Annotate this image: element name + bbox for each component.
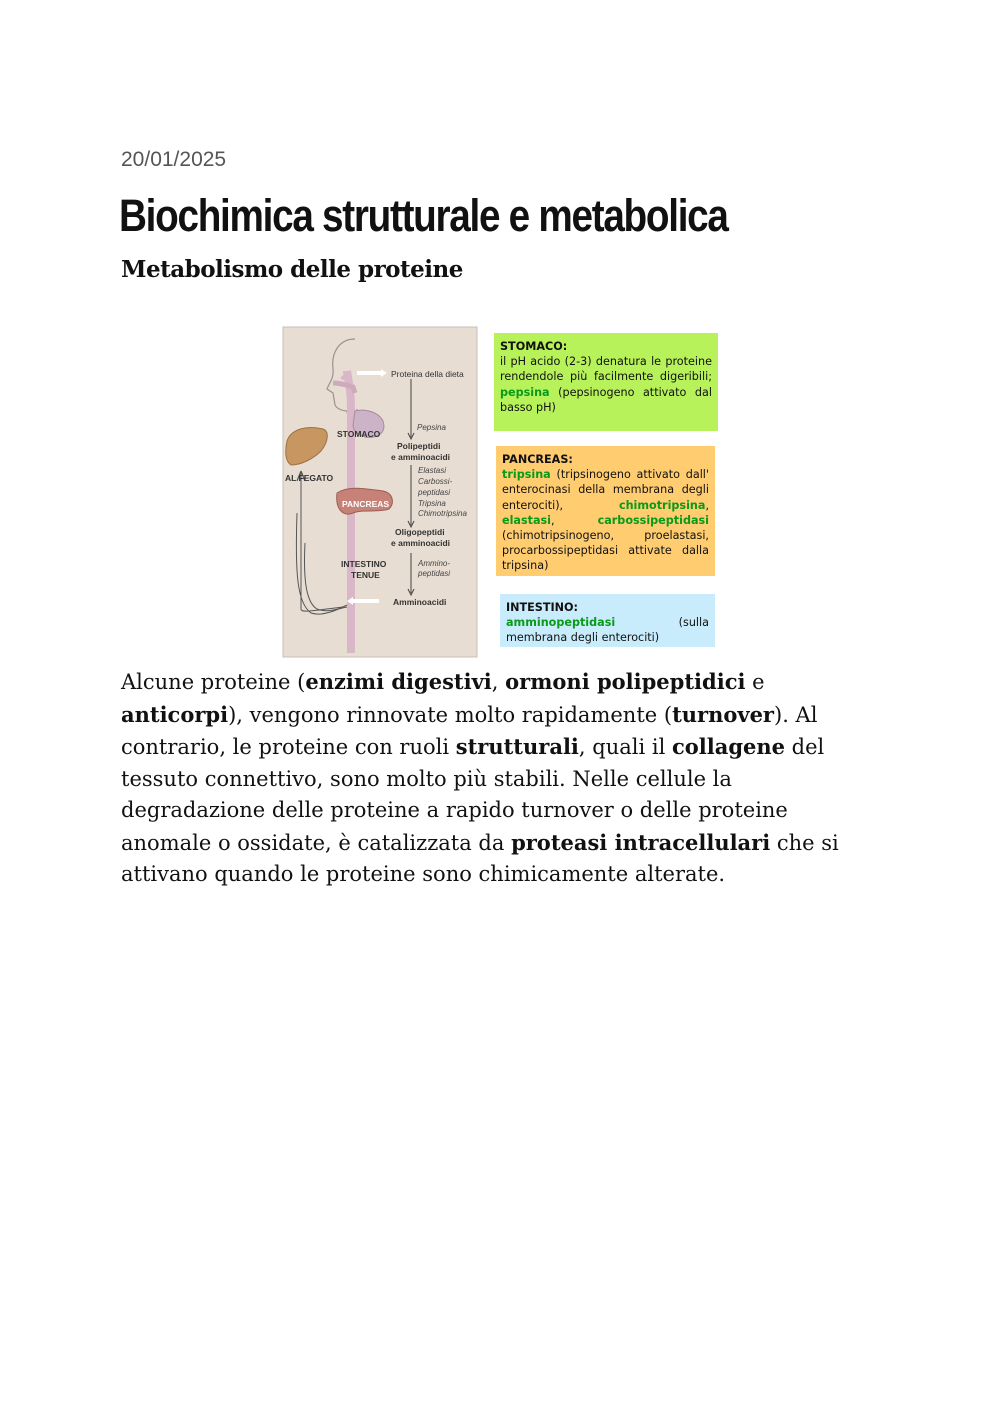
label-carbossi: Carbossi- bbox=[418, 477, 453, 486]
pancreas-text-2: (chimotripsinogeno, proelastasi, procarbossipeptidasi attivate dalla tripsina) bbox=[502, 529, 709, 573]
stomaco-text-1: il pH acido (2-3) denatura le proteine rendendole più facilmente digeribili; bbox=[500, 355, 712, 384]
elastasi-enzyme: elastasi bbox=[502, 513, 552, 527]
document-date: 20/01/2025 bbox=[121, 148, 227, 171]
body-text-7: del tessuto connettivo, sono molto più stabili. Nelle cellule la degradazione delle proteine a rapido turnover o delle proteine anomale o ossidate, è catalizzata da bbox=[121, 735, 825, 855]
label-intestino-2: TENUE bbox=[351, 570, 380, 580]
stomaco-text-2: (pepsinogeno attivato dal basso pH) bbox=[500, 385, 712, 414]
stomaco-info-box bbox=[494, 333, 718, 431]
body-text-3: e bbox=[745, 670, 765, 694]
body-bold-proteasi: proteasi intracellulari bbox=[511, 829, 771, 855]
label-tripsina: Tripsina bbox=[418, 499, 446, 508]
protein-digestion-figure bbox=[267, 313, 734, 663]
intestino-text: (sulla membrana degli enterociti) bbox=[506, 616, 709, 645]
chimotripsina-enzyme: chimotripsina bbox=[618, 498, 706, 512]
body-bold-strutturali: strutturali bbox=[455, 734, 579, 759]
pancreas-separator-2: , bbox=[551, 513, 555, 527]
label-oligopeptidi-2: e amminoacidi bbox=[391, 538, 451, 548]
stomaco-heading: STOMACO: bbox=[500, 340, 568, 353]
body-bold-anticorpi: anticorpi bbox=[121, 701, 229, 727]
body-bold-enzimi-digestivi: enzimi digestivi bbox=[305, 669, 492, 694]
label-pancreas: PANCREAS bbox=[342, 499, 390, 509]
body-text-4: ), vengono rinnovate molto rapidamente ( bbox=[228, 702, 673, 727]
tripsina-enzyme: tripsina bbox=[502, 468, 551, 482]
label-oligopeptidi-1: Oligopeptidi bbox=[395, 527, 445, 537]
label-ammino: Ammino- bbox=[418, 559, 451, 568]
intestino-info-box bbox=[500, 594, 715, 647]
page-title: Biochimica strutturale e metabolica bbox=[119, 190, 728, 241]
label-polipeptidi-2: e amminoacidi bbox=[391, 452, 451, 462]
body-text-6: , quali il bbox=[578, 735, 672, 759]
pancreas-separator-1: , bbox=[705, 498, 709, 512]
pancreas-info-box bbox=[496, 446, 715, 576]
label-amminoacidi: Amminoacidi bbox=[393, 597, 447, 607]
body-text-5: ). Al contrario, le proteine con ruoli bbox=[121, 702, 818, 759]
label-stomaco: STOMACO bbox=[337, 429, 381, 439]
body-bold-turnover: turnover bbox=[672, 701, 774, 727]
label-chimotripsina: Chimotripsina bbox=[418, 509, 467, 518]
body-bold-collagene: collagene bbox=[671, 734, 785, 759]
amminopeptidasi-enzyme: amminopeptidasi bbox=[506, 616, 616, 630]
body-text-1: Alcune proteine ( bbox=[121, 670, 306, 694]
pepsina-enzyme: pepsina bbox=[500, 385, 550, 399]
label-al-fegato: AL FEGATO bbox=[285, 473, 334, 483]
label-intestino-1: INTESTINO bbox=[341, 559, 387, 569]
pancreas-text-1: (tripsinogeno attivato dall' enterocinasi della membrana degli enterociti), bbox=[502, 468, 709, 512]
page-subtitle: Metabolismo delle proteine bbox=[121, 256, 463, 283]
intestino-heading: INTESTINO: bbox=[506, 601, 578, 614]
label-dietary-protein: Proteina della dieta bbox=[391, 369, 464, 379]
body-paragraph bbox=[121, 666, 881, 891]
label-elastasi: Elastasi bbox=[418, 466, 447, 475]
label-ammino-peptidasi: peptidasi bbox=[418, 569, 451, 578]
body-bold-ormoni: ormoni polipeptidici bbox=[505, 669, 746, 694]
label-pepsina: Pepsina bbox=[417, 423, 446, 432]
body-text-2: , bbox=[491, 670, 506, 694]
label-polipeptidi-1: Polipeptidi bbox=[397, 441, 441, 451]
label-peptidasi: peptidasi bbox=[418, 488, 451, 497]
pancreas-heading: PANCREAS: bbox=[502, 453, 573, 466]
body-text-8: che si attivano quando le proteine sono chimicamente alterate. bbox=[121, 830, 839, 886]
carbossipeptidasi-enzyme: carbossipeptidasi bbox=[597, 513, 709, 527]
